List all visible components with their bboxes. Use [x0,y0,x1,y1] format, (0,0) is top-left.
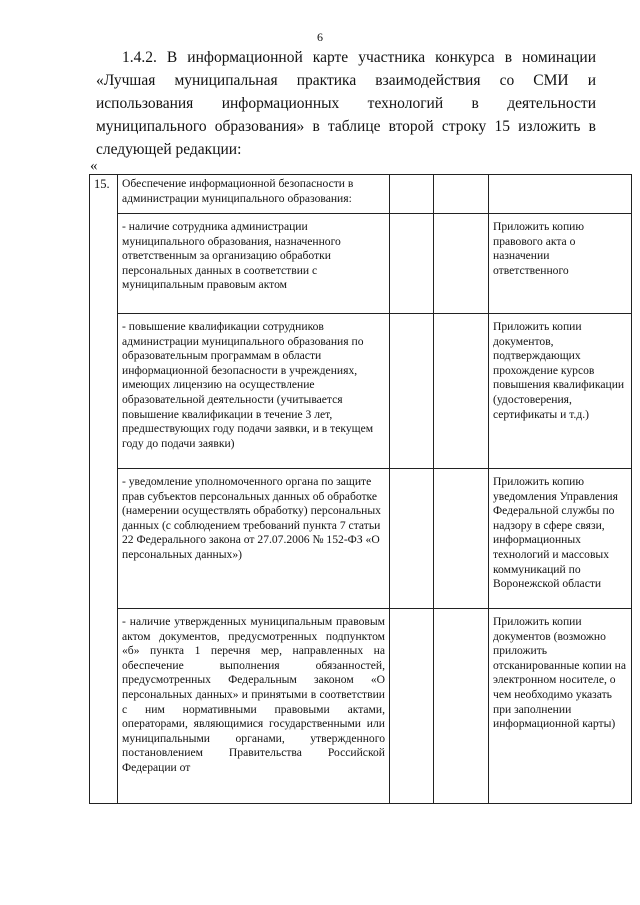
empty-cell [434,314,489,469]
document-text: Приложить копии документов (возможно приложить отсканированные копии на электронном носителе, о чем необходимо указать при заполнении информационной карты) [493,615,627,731]
empty-cell [390,214,434,314]
empty-cell [434,469,489,609]
document-text: Приложить копии документов, подтверждающих прохождение курсов повышения квалификации (удостоверения, сертификаты и т.д.) [493,320,625,421]
document-cell [489,469,632,609]
intro-paragraph-block [96,46,596,161]
page-number: 6 [317,30,323,44]
empty-cell [390,609,434,804]
row-number-cell: 15. [90,175,118,804]
table-row [90,609,632,804]
empty-cell [390,314,434,469]
criterion-text: - наличие утвержденных муниципальным правовым актом документов, предусмотренных подпунктом «б» пункта 1 перечня мер, направленных на обеспечение выполнения обязанностей, предусмотренных Федеральным законом «О персональных данных» и принятыми в соответствии с ним нормативными правовыми актами, операторами, являющимися государственными или муниципальными органами, утвержденного постановлением Правительства Российской Федерации от [122,615,385,774]
empty-cell [434,214,489,314]
table-row [90,214,632,314]
document-cell [489,214,632,314]
criterion-text: - наличие сотрудника администрации муниципального образования, назначенного ответственным за организацию обработки персональных данных в соответствии с муниципальным правовым актом [122,220,341,292]
intro-paragraph: 1.4.2. В информационной карте участника конкурса в номинации «Лучшая муниципальная практика взаимодействия со СМИ и использования информационных технологий в деятельности муниципального образования» в таблице второй строку 15 изложить в следующей редакции: [96,49,596,158]
document-cell [489,314,632,469]
criterion-text: - уведомление уполномоченного органа по защите прав субъектов персональных данных об обработке (намерении осуществлять обработку) персональных данных (с соблюдением требований пункта 7 статьи 22 Федерального закона от 27.07.2006 № 152-ФЗ «О персональных данных») [122,475,381,561]
section-heading-cell [118,175,390,214]
criterion-cell [118,469,390,609]
empty-cell [390,469,434,609]
document-text: Приложить копию правового акта о назначении ответственного [493,220,585,277]
table-row [90,175,632,214]
criterion-text: - повышение квалификации сотрудников администрации муниципального образования по образовательным программам в области информационной безопасности в учреждениях, имеющих лицензию на осуществление образовательной деятельности (учитывается повышение квалификации в течение 3 лет, предшествующих году подачи заявки, и в текущем году до подачи заявки) [122,320,374,450]
empty-cell [434,609,489,804]
opening-quote-mark: « [90,158,98,174]
empty-cell [489,175,632,214]
info-card-table [89,174,632,804]
empty-cell [390,175,434,214]
criterion-cell [118,314,390,469]
criterion-cell [118,214,390,314]
document-cell [489,609,632,804]
criterion-cell [118,609,390,804]
table-row [90,469,632,609]
section-heading: Обеспечение информационной безопасности в администрации муниципального образования: [122,177,354,205]
empty-cell [434,175,489,214]
table-row [90,314,632,469]
document-text: Приложить копию уведомления Управления Федеральной службы по надзору в сфере связи, информационных технологий и массовых коммуникаций по Воронежской области [493,475,618,591]
